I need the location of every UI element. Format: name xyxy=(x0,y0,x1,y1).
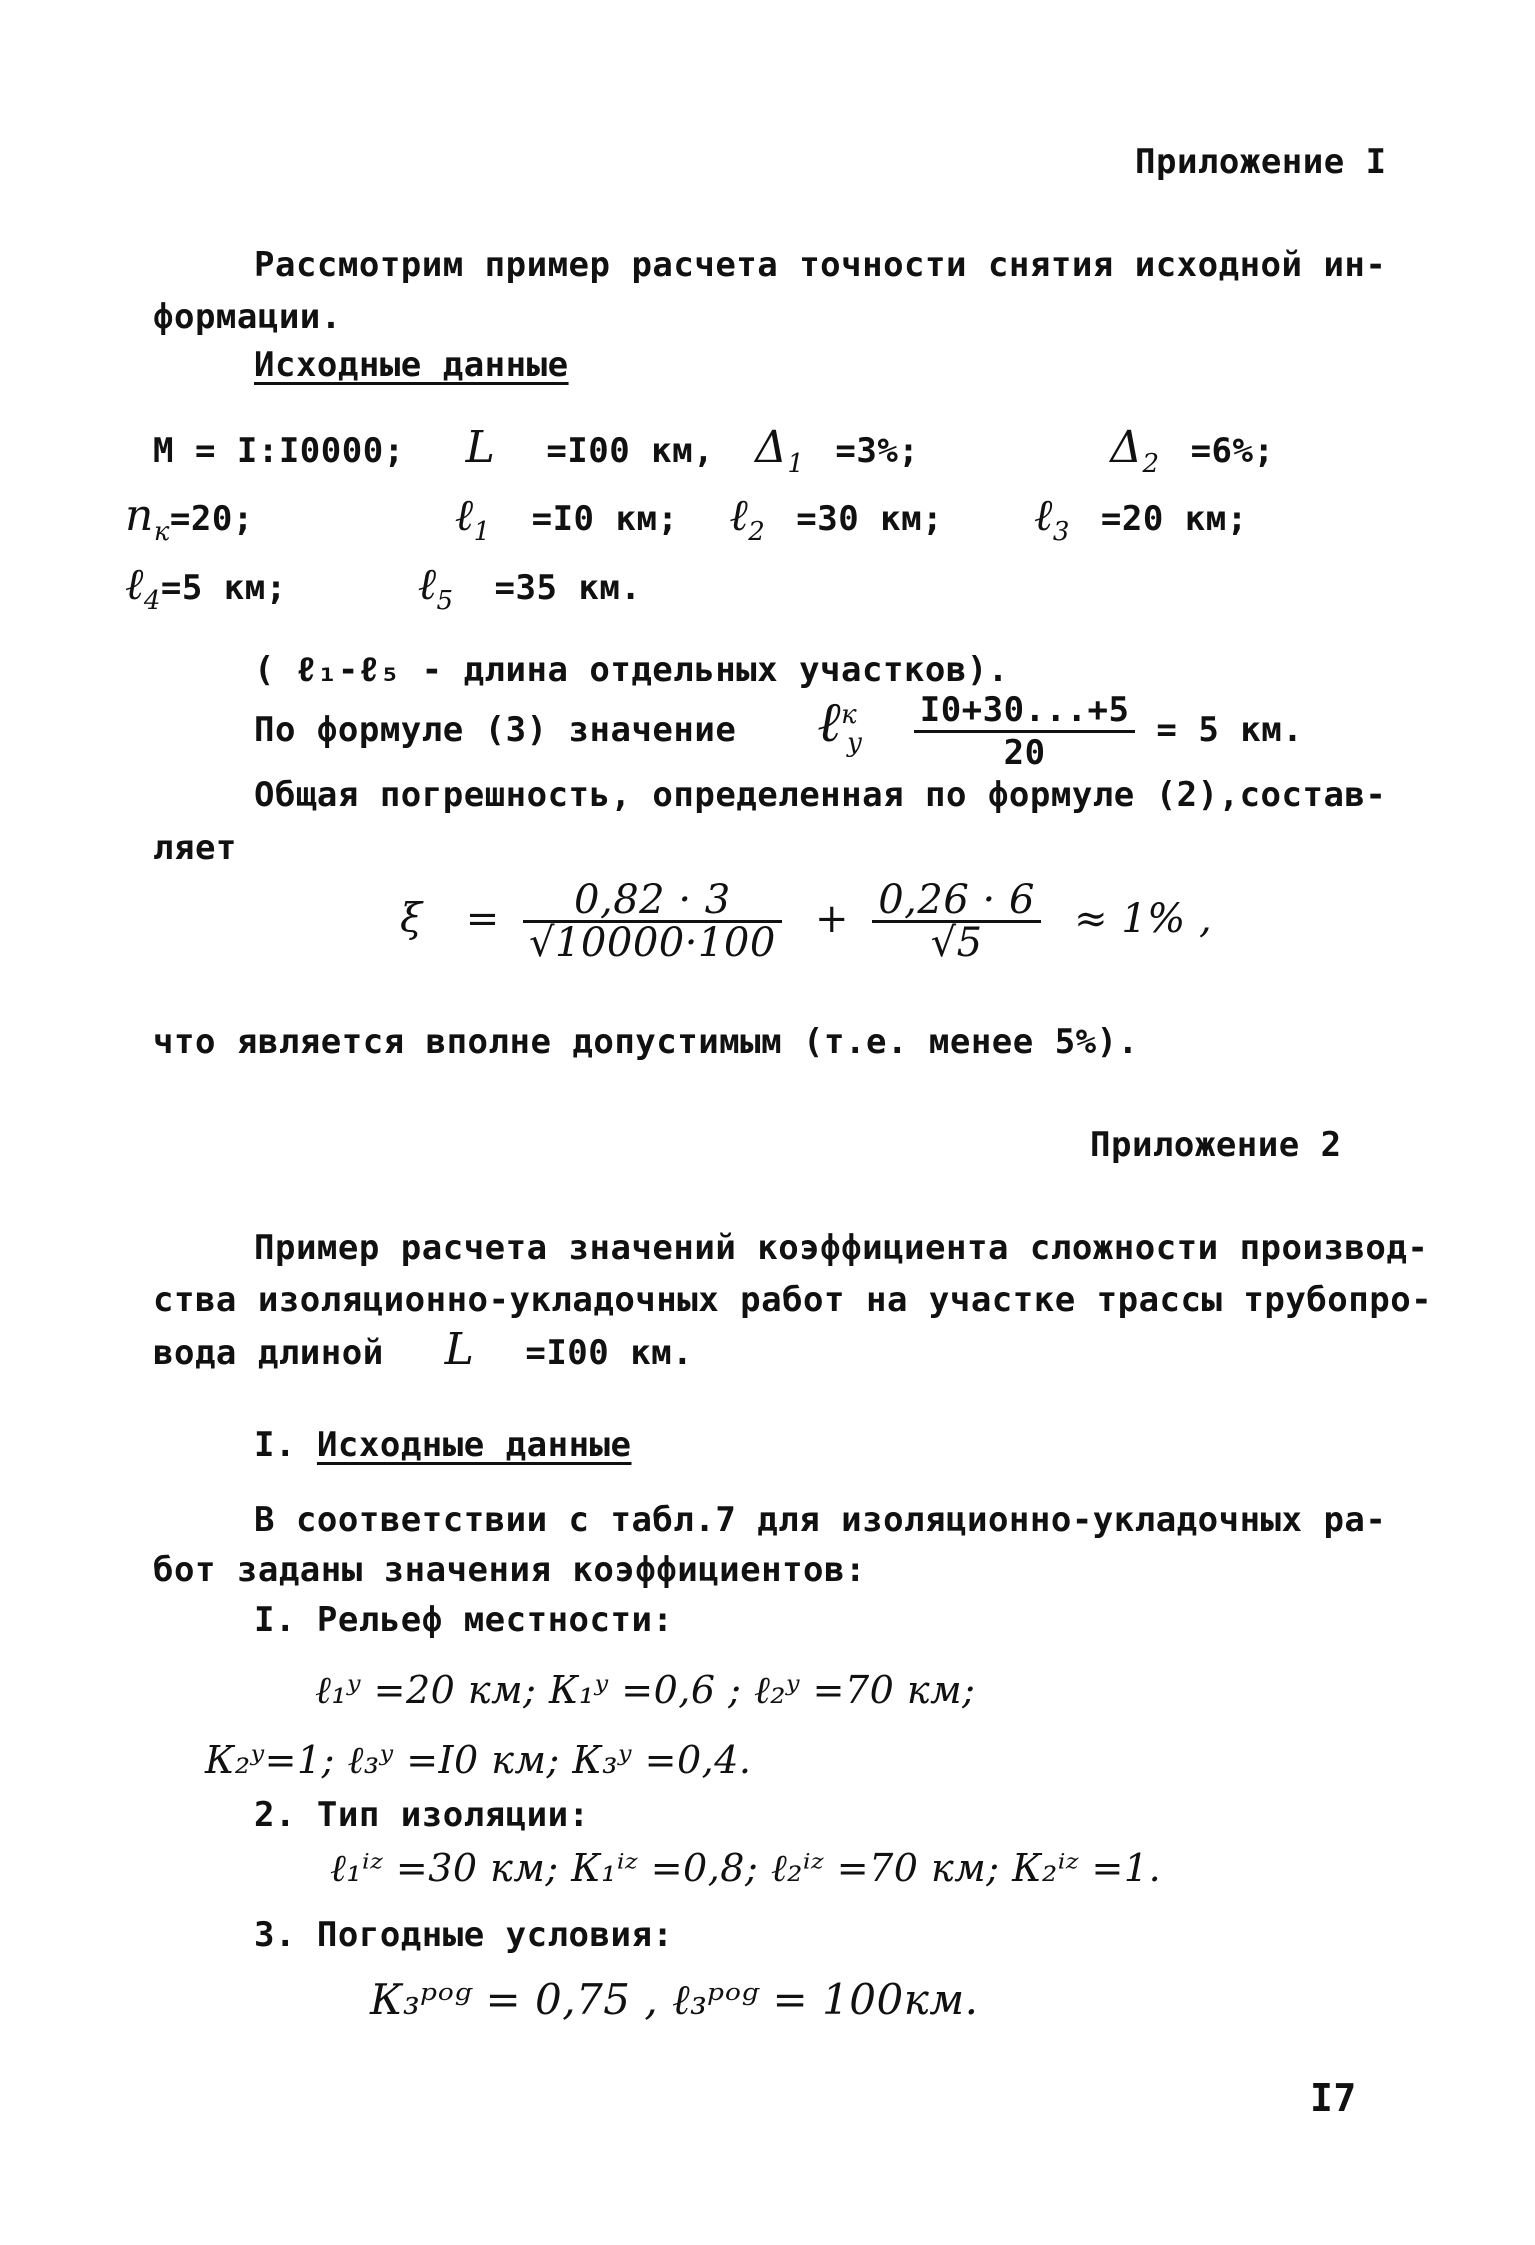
symbol: ℓ xyxy=(454,490,474,541)
xi-symbol: ξ xyxy=(400,895,423,942)
text: вода длиной xyxy=(153,1333,384,1373)
relief-values-2: К₂ʸ=1; ℓ₃ʸ =I0 км; К₃ʸ =0,4. xyxy=(205,1738,752,1782)
subscript: к xyxy=(153,517,170,547)
subscript: у xyxy=(847,728,863,758)
symbol: Δ xyxy=(755,422,788,473)
symbol: ℓ xyxy=(729,490,749,541)
numerator: I0+30...+5 xyxy=(914,690,1136,733)
subscript: 3 xyxy=(1052,517,1070,547)
result: ≈ 1% , xyxy=(1074,895,1213,942)
page-number: I7 xyxy=(1310,2076,1357,2120)
relief-values-1: ℓ₁ʸ =20 км; К₁ʸ =0,6 ; ℓ₂ʸ =70 км; xyxy=(315,1668,976,1712)
paragraph-line: ства изоляционно-укладочных работ на участке трассы трубопро- xyxy=(153,1280,1433,1320)
scale: М = I:I0000; xyxy=(153,431,405,471)
numerator: 0,82 · 3 xyxy=(523,880,782,923)
error-equation xyxy=(400,877,1213,1000)
data-line xyxy=(153,422,1275,484)
appendix-2-header: Приложение 2 xyxy=(1090,1125,1342,1165)
section-title: Исходные данные xyxy=(316,1425,632,1465)
subscript: 1 xyxy=(473,517,491,547)
denominator: √10000·100 xyxy=(528,920,776,966)
plus: + xyxy=(815,895,850,942)
data-line xyxy=(125,490,1248,552)
list-item: I. Рельеф местности: xyxy=(254,1600,674,1640)
value: =20 км; xyxy=(1100,499,1248,539)
section-heading: Исходные данные xyxy=(254,345,569,385)
symbol: n xyxy=(125,490,154,541)
text: =I00 км. xyxy=(525,1333,694,1373)
fraction xyxy=(523,877,782,966)
formula-3-line xyxy=(254,690,1303,780)
note-line: ( ℓ₁-ℓ₅ - длина отдельных участков). xyxy=(254,650,1009,690)
superscript: к xyxy=(841,700,858,730)
subscript: 4 xyxy=(143,586,161,616)
symbol: ℓ xyxy=(1034,490,1053,541)
value: =3%; xyxy=(835,431,920,471)
subscript: 1 xyxy=(787,449,805,479)
data-line xyxy=(125,559,642,621)
value: =I00 км, xyxy=(546,431,715,471)
value: =5 км; xyxy=(160,568,287,608)
numerator: 0,26 · 6 xyxy=(872,880,1041,923)
paragraph-line: В соответствии с табл.7 для изоляционно-укладочных ра- xyxy=(254,1500,1387,1540)
symbol: Δ xyxy=(1110,422,1143,473)
symbol: ℓ xyxy=(817,690,842,755)
value: =35 км. xyxy=(494,568,642,608)
section-number: I. xyxy=(254,1425,296,1465)
paragraph-line: Общая погрешность, определенная по формуле (2),состав- xyxy=(254,775,1387,815)
symbol: ℓ xyxy=(125,559,144,610)
value: =20; xyxy=(169,499,254,539)
subscript: 5 xyxy=(436,586,454,616)
appendix-1-header: Приложение I xyxy=(1135,142,1387,182)
value: =30 км; xyxy=(796,499,944,539)
value: =6%; xyxy=(1190,431,1275,471)
list-item: 3. Погодные условия: xyxy=(254,1915,674,1955)
paragraph-line: ляет xyxy=(153,828,237,868)
subscript: 2 xyxy=(748,517,766,547)
denominator: 20 xyxy=(1003,733,1046,773)
symbol: L xyxy=(465,422,496,473)
symbol: L xyxy=(444,1324,475,1375)
weather-values: К₃ᵖᵒᵍ = 0,75 , ℓ₃ᵖᵒᵍ = 100км. xyxy=(370,1975,979,2024)
symbol: ℓ xyxy=(417,559,437,610)
paragraph-line xyxy=(153,1324,694,1375)
fraction xyxy=(872,877,1041,966)
paragraph-line: бот заданы значения коэффициентов: xyxy=(153,1550,866,1590)
section-heading xyxy=(254,1425,631,1465)
denominator: √5 xyxy=(930,920,983,966)
paragraph-line: Рассмотрим пример расчета точности снятия исходной ин- xyxy=(254,245,1387,285)
insulation-values: ℓ₁ⁱᶻ =30 км; К₁ⁱᶻ =0,8; ℓ₂ⁱᶻ =70 км; К₂ⁱᶻ =1. xyxy=(330,1846,1162,1890)
paragraph-line: Пример расчета значений коэффициента сложности производ- xyxy=(254,1228,1429,1268)
subscript: 2 xyxy=(1142,449,1160,479)
fraction xyxy=(914,690,1136,773)
result: = 5 км. xyxy=(1156,710,1304,750)
value: =I0 км; xyxy=(531,499,679,539)
paragraph-line: формации. xyxy=(153,297,342,337)
formula-text: По формуле (3) значение xyxy=(254,710,737,750)
list-item: 2. Тип изоляции: xyxy=(254,1795,590,1835)
paragraph-line: что является вполне допустимым (т.е. менее 5%). xyxy=(153,1022,1139,1062)
equals: = xyxy=(465,895,500,942)
